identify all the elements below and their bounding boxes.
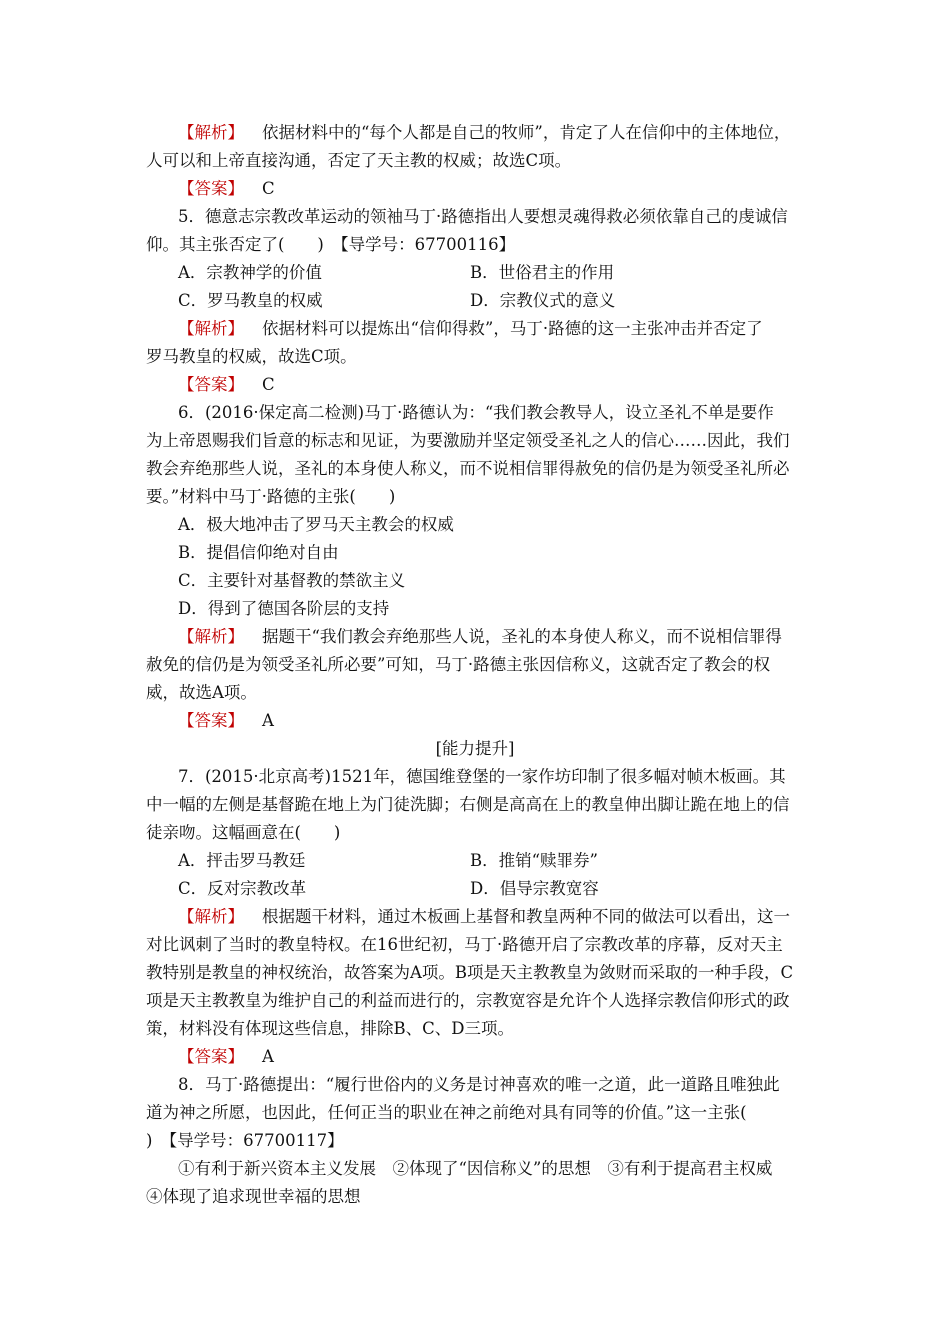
answer-label: 【答案】 xyxy=(178,1047,244,1066)
q7-analysis-line-3: 教特别是教皇的神权统治，故答案为A项。B项是天主教教皇为敛财而采取的一种手段，C xyxy=(146,963,794,982)
q6-analysis-line-3: 威，故选A项。 xyxy=(146,683,257,702)
analysis-label: 【解析】 xyxy=(178,627,244,646)
q7-stem-line-2: 中一幅的左侧是基督跪在地上为门徒洗脚；右侧是高高在上的教皇伸出脚让跪在地上的信 xyxy=(146,795,790,814)
q7-answer: 【答案】 A xyxy=(178,1047,274,1066)
q7-option-d: D．倡导宗教宽容 xyxy=(470,879,599,898)
q5-option-d: D．宗教仪式的意义 xyxy=(470,291,616,310)
section-title: [能力提升] xyxy=(435,739,515,758)
q8-stem-line-1: 8．马丁·路德提出：“履行世俗内的义务是讨神喜欢的唯一之道，此一道路且唯独此 xyxy=(178,1075,780,1094)
q5-analysis-line-2: 罗马教皇的权威，故选C项。 xyxy=(146,347,357,366)
q7-stem-line-3: 徒亲吻。这幅画意在( ) xyxy=(146,823,341,842)
q8-items-line-1: ①有利于新兴资本主义发展 ②体现了“因信称义”的思想 ③有利于提高君主权威 xyxy=(178,1159,773,1178)
q6-option-d: D．得到了德国各阶层的支持 xyxy=(178,599,390,618)
q6-analysis-line-1: 【解析】 据题干“我们教会弃绝那些人说，圣礼的本身使人称义，而不说相信罪得 xyxy=(178,627,782,646)
q7-analysis-line-2: 对比讽刺了当时的教皇特权。在16世纪初，马丁·路德开启了宗教改革的序幕，反对天主 xyxy=(146,935,783,954)
q7-analysis-line-1: 【解析】 根据题干材料，通过木板画上基督和教皇两种不同的做法可以看出，这一 xyxy=(178,907,790,926)
q4-analysis-line-2: 人可以和上帝直接沟通，否定了天主教的权威；故选C项。 xyxy=(146,151,572,170)
q7-option-a: A．抨击罗马教廷 xyxy=(178,851,306,870)
q6-option-a: A．极大地冲击了罗马天主教会的权威 xyxy=(178,515,454,534)
q7-option-c: C．反对宗教改革 xyxy=(178,879,307,898)
q4-answer: 【答案】 C xyxy=(178,179,275,198)
q7-analysis-line-4: 项是天主教教皇为维护自己的利益而进行的，宗教宽容是允许个人选择宗教信仰形式的政 xyxy=(146,991,790,1010)
q5-stem-line-1: 5．德意志宗教改革运动的领袖马丁·路德指出人要想灵魂得救必须依靠自己的虔诚信 xyxy=(178,207,788,226)
q6-stem-line-1: 6．(2016·保定高二检测)马丁·路德认为：“我们教会教导人，设立圣礼不单是要作 xyxy=(178,403,774,422)
q7-option-b: B．推销“赎罪券” xyxy=(470,851,598,870)
q5-option-b: B．世俗君主的作用 xyxy=(470,263,615,282)
q7-analysis-line-5: 策，材料没有体现这些信息，排除B、C、D三项。 xyxy=(146,1019,514,1038)
q5-analysis-line-1: 【解析】 依据材料可以提炼出“信仰得救”，马丁·路德的这一主张冲击并否定了 xyxy=(178,319,763,338)
analysis-label: 【解析】 xyxy=(178,319,244,338)
answer-label: 【答案】 xyxy=(178,375,244,394)
analysis-label: 【解析】 xyxy=(178,123,244,142)
q6-stem-line-2: 为上帝恩赐我们旨意的标志和见证，为要激励并坚定领受圣礼之人的信心……因此，我们 xyxy=(146,431,790,450)
q6-option-c: C．主要针对基督教的禁欲主义 xyxy=(178,571,406,590)
q5-answer: 【答案】 C xyxy=(178,375,275,394)
answer-label: 【答案】 xyxy=(178,179,244,198)
q8-stem-line-2: 道为神之所愿，也因此，任何正当的职业在神之前绝对具有同等的价值。”这一主张( xyxy=(146,1103,747,1122)
q8-items-line-2: ④体现了追求现世幸福的思想 xyxy=(146,1187,361,1206)
q6-answer: 【答案】 A xyxy=(178,711,274,730)
answer-label: 【答案】 xyxy=(178,711,244,730)
q6-stem-line-3: 教会弃绝那些人说，圣礼的本身使人称义，而不说相信罪得赦免的信仍是为领受圣礼所必 xyxy=(146,459,790,478)
analysis-label: 【解析】 xyxy=(178,907,244,926)
q6-stem-line-4: 要。”材料中马丁·路德的主张( ) xyxy=(146,487,396,506)
q6-option-b: B．提倡信仰绝对自由 xyxy=(178,543,339,562)
q5-option-c: C．罗马教皇的权威 xyxy=(178,291,323,310)
q5-option-a: A．宗教神学的价值 xyxy=(178,263,322,282)
q8-stem-line-3: ) 【导学号：67700117】 xyxy=(146,1131,344,1150)
q4-analysis-line-1: 【解析】 依据材料中的“每个人都是自己的牧师”，肯定了人在信仰中的主体地位， xyxy=(178,123,791,142)
q6-analysis-line-2: 赦免的信仍是为领受圣礼所必要”可知，马丁·路德主张因信称义，这就否定了教会的权 xyxy=(146,655,771,674)
q5-stem-line-2: 仰。其主张否定了( ) 【导学号：67700116】 xyxy=(146,235,516,254)
q7-stem-line-1: 7．(2015·北京高考)1521年，德国维登堡的一家作坊印制了很多幅对帧木板画。其 xyxy=(178,767,786,786)
